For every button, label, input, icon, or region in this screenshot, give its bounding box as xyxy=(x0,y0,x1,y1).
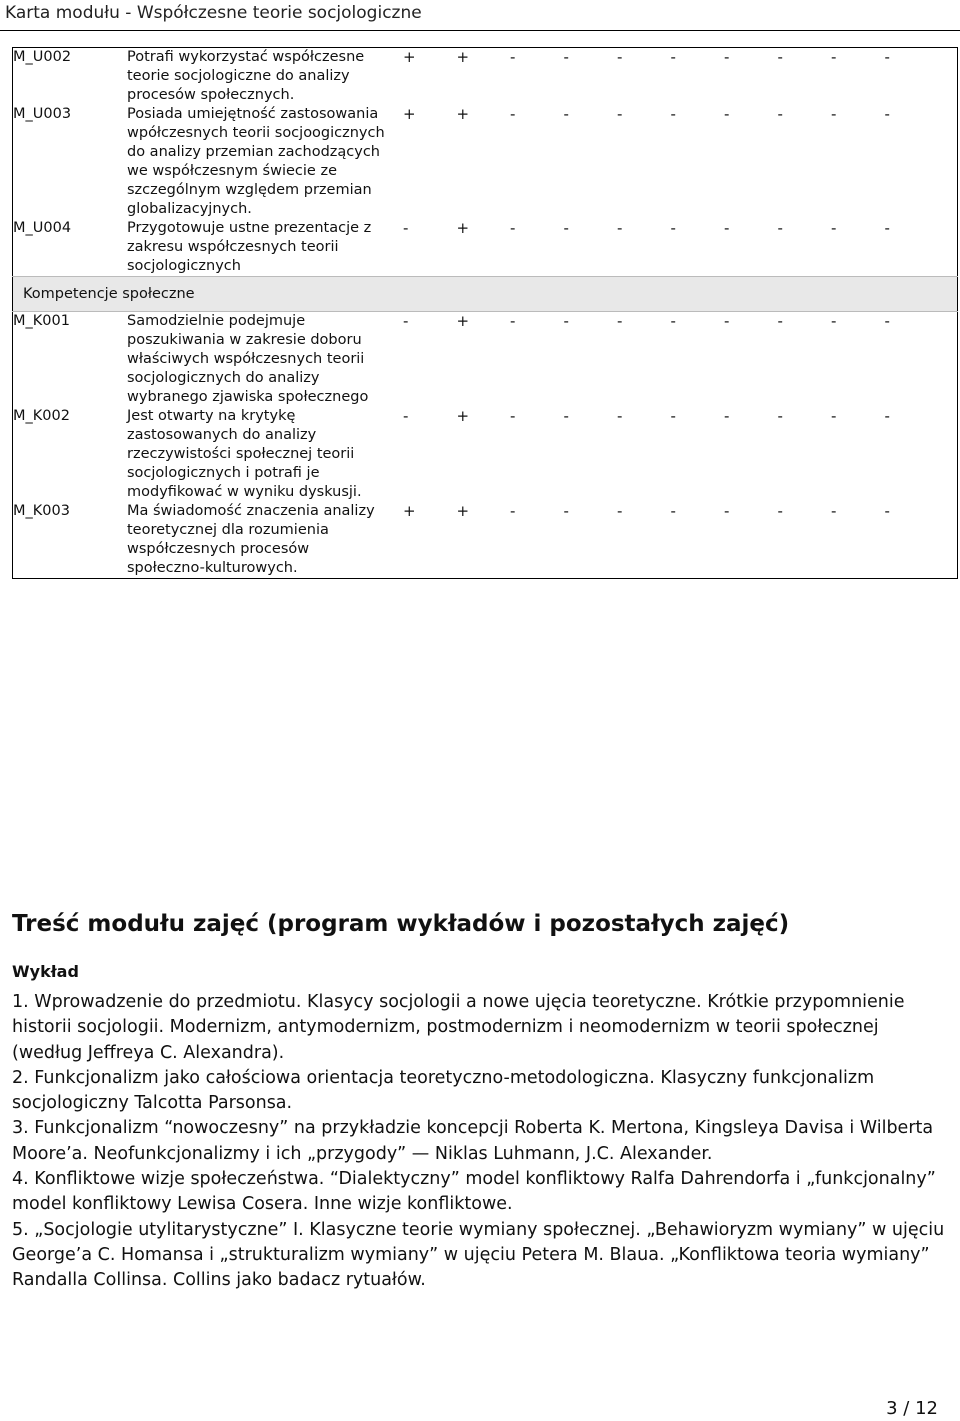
outcome-description: Samodzielnie podejmuje poszukiwania w zakresie doboru właściwych współczesnych teorii socjologicznych do analizy wybranego zjawiska społecznego xyxy=(127,313,369,405)
outcome-mark: - xyxy=(617,407,623,425)
outcome-mark: - xyxy=(563,502,569,520)
outcome-mark: - xyxy=(617,105,623,123)
outcome-mark: + xyxy=(403,105,416,123)
lecture-program xyxy=(12,990,952,1294)
outcome-mark: - xyxy=(884,219,890,237)
outcome-mark: - xyxy=(831,105,837,123)
outcome-mark: - xyxy=(884,502,890,520)
outcome-mark: - xyxy=(510,105,516,123)
outcome-mark: - xyxy=(831,407,837,425)
outcome-marks xyxy=(387,312,958,408)
outcome-description: Posiada umiejętność zastosowania wpółczesnych teorii socjoogicznych do analizy przemian zachodzących we współczesnym świecie ze szczególnym względem przemian globalizacyjnych. xyxy=(127,106,385,217)
outcome-marks xyxy=(387,407,958,502)
outcome-code: M_K001 xyxy=(13,313,70,329)
page-number: 3 / 12 xyxy=(886,1398,938,1419)
outcome-row xyxy=(13,312,958,408)
outcome-mark: - xyxy=(403,219,409,237)
outcome-mark: - xyxy=(831,48,837,66)
outcome-mark: - xyxy=(831,219,837,237)
outcome-mark: - xyxy=(831,502,837,520)
outcome-row xyxy=(13,407,958,502)
outcome-mark: - xyxy=(777,312,783,330)
lecture-item: 2. Funkcjonalizm jako całościowa orientacja teoretyczno-metodologiczna. Klasyczny funkcjonalizm socjologiczny Talcotta Parsonsa. xyxy=(12,1067,875,1114)
outcome-mark: - xyxy=(777,407,783,425)
outcome-mark: + xyxy=(456,502,470,520)
section-header-social-competences xyxy=(13,277,958,312)
outcome-mark: - xyxy=(724,407,730,425)
outcome-mark: - xyxy=(617,312,623,330)
outcome-mark: - xyxy=(670,48,676,66)
outcome-description: Ma świadomość znaczenia analizy teoretycznej dla rozumienia współczesnych procesów społeczno-kulturowych. xyxy=(127,503,375,576)
outcome-mark: - xyxy=(617,48,623,66)
outcome-mark: - xyxy=(670,105,676,123)
outcome-mark: - xyxy=(403,407,409,425)
outcome-mark: - xyxy=(884,48,890,66)
learning-outcomes-table xyxy=(12,47,958,579)
outcome-mark: - xyxy=(563,312,569,330)
outcome-mark: - xyxy=(777,219,783,237)
document-title: Karta modułu - Współczesne teorie socjologiczne xyxy=(5,3,422,23)
outcome-mark: + xyxy=(456,48,470,66)
outcome-mark: - xyxy=(670,219,676,237)
outcome-row xyxy=(13,502,958,579)
lecture-item: 1. Wprowadzenie do przedmiotu. Klasycy socjologii a nowe ujęcia teoretyczne. Krótkie przypomnienie historii socjologii. Modernizm, antymodernizm, postmodernizm i neomodernizm w teorii społecznej (według Jeffreya C. Alexandra). xyxy=(12,992,905,1063)
outcome-code: M_U004 xyxy=(13,220,72,236)
lecture-item: 3. Funkcjonalizm “nowoczesny” na przykładzie koncepcji Roberta K. Mertona, Kingsleya Davisa i Wilberta Moore’a. Neofunkcjonalizmy i ich „przygody” — Niklas Luhmann, J.C. Alexander. xyxy=(12,1118,934,1164)
section-label: Kompetencje społeczne xyxy=(13,277,958,312)
outcome-mark: + xyxy=(403,502,416,520)
lecture-label: Wykład xyxy=(12,962,79,981)
outcome-description: Przygotowuje ustne prezentacje z zakresu współczesnych teorii socjologicznych xyxy=(127,220,372,274)
outcome-row xyxy=(13,219,958,277)
outcome-mark: + xyxy=(456,105,470,123)
outcome-mark: - xyxy=(617,219,623,237)
outcome-description: Potrafi wykorzystać współczesne teorie socjologiczne do analizy procesów społecznych. xyxy=(127,49,365,103)
outcome-mark: - xyxy=(510,502,516,520)
outcome-code: M_K003 xyxy=(13,503,70,519)
outcome-mark: - xyxy=(670,312,676,330)
outcome-marks xyxy=(387,48,958,106)
lecture-item: 4. Konfliktowe wizje społeczeństwa. “Dialektyczny” model konfliktowy Ralfa Dahrendorfa i „funkcjonalny” model konfliktowy Lewisa Cosera. Inne wizje konfliktowe. xyxy=(12,1169,936,1215)
outcome-mark: - xyxy=(724,502,730,520)
outcome-mark: + xyxy=(456,407,470,425)
outcome-mark: - xyxy=(884,407,890,425)
outcome-mark: + xyxy=(456,312,470,330)
outcome-row xyxy=(13,48,958,106)
outcome-mark: - xyxy=(403,312,409,330)
outcome-mark: - xyxy=(724,312,730,330)
outcome-code: M_K002 xyxy=(13,408,70,424)
outcome-marks xyxy=(387,105,958,219)
outcome-mark: - xyxy=(563,48,569,66)
outcome-mark: - xyxy=(563,105,569,123)
outcome-mark: - xyxy=(724,105,730,123)
outcome-mark: + xyxy=(456,219,470,237)
outcome-mark: - xyxy=(670,502,676,520)
outcome-mark: - xyxy=(777,48,783,66)
outcome-mark: - xyxy=(724,48,730,66)
page-header xyxy=(0,0,960,31)
outcome-mark: - xyxy=(617,502,623,520)
outcome-mark: - xyxy=(510,312,516,330)
outcome-mark: - xyxy=(777,502,783,520)
outcome-marks xyxy=(387,219,958,277)
outcome-row xyxy=(13,105,958,219)
outcome-mark: - xyxy=(563,407,569,425)
outcome-mark: - xyxy=(670,407,676,425)
outcome-mark: - xyxy=(884,312,890,330)
outcome-marks xyxy=(387,502,958,579)
outcome-mark: - xyxy=(510,407,516,425)
outcome-code: M_U002 xyxy=(13,49,72,65)
outcome-mark: + xyxy=(403,48,416,66)
outcome-mark: - xyxy=(510,219,516,237)
outcome-mark: - xyxy=(777,105,783,123)
outcome-mark: - xyxy=(724,219,730,237)
content-section-title: Treść modułu zajęć (program wykładów i pozostałych zajęć) xyxy=(12,911,790,937)
outcome-mark: - xyxy=(563,219,569,237)
outcome-mark: - xyxy=(884,105,890,123)
outcome-code: M_U003 xyxy=(13,106,72,122)
outcome-description: Jest otwarty na krytykę zastosowanych do analizy rzeczywistości społecznej teorii socjologicznych i potrafi je modyfikować w wyniku dyskusji. xyxy=(127,408,362,500)
outcome-mark: - xyxy=(831,312,837,330)
outcome-mark: - xyxy=(510,48,516,66)
lecture-item: 5. „Socjologie utylitarystyczne” I. Klasyczne teorie wymiany społecznej. „Behawioryzm wymiany” w ujęciu George’a C. Homansa i „strukturalizm wymiany” w ujęciu Petera M. Blaua. „Konfliktowa teoria wymiany” Randalla Collinsa. Collins jako badacz rytuałów. xyxy=(12,1219,945,1291)
